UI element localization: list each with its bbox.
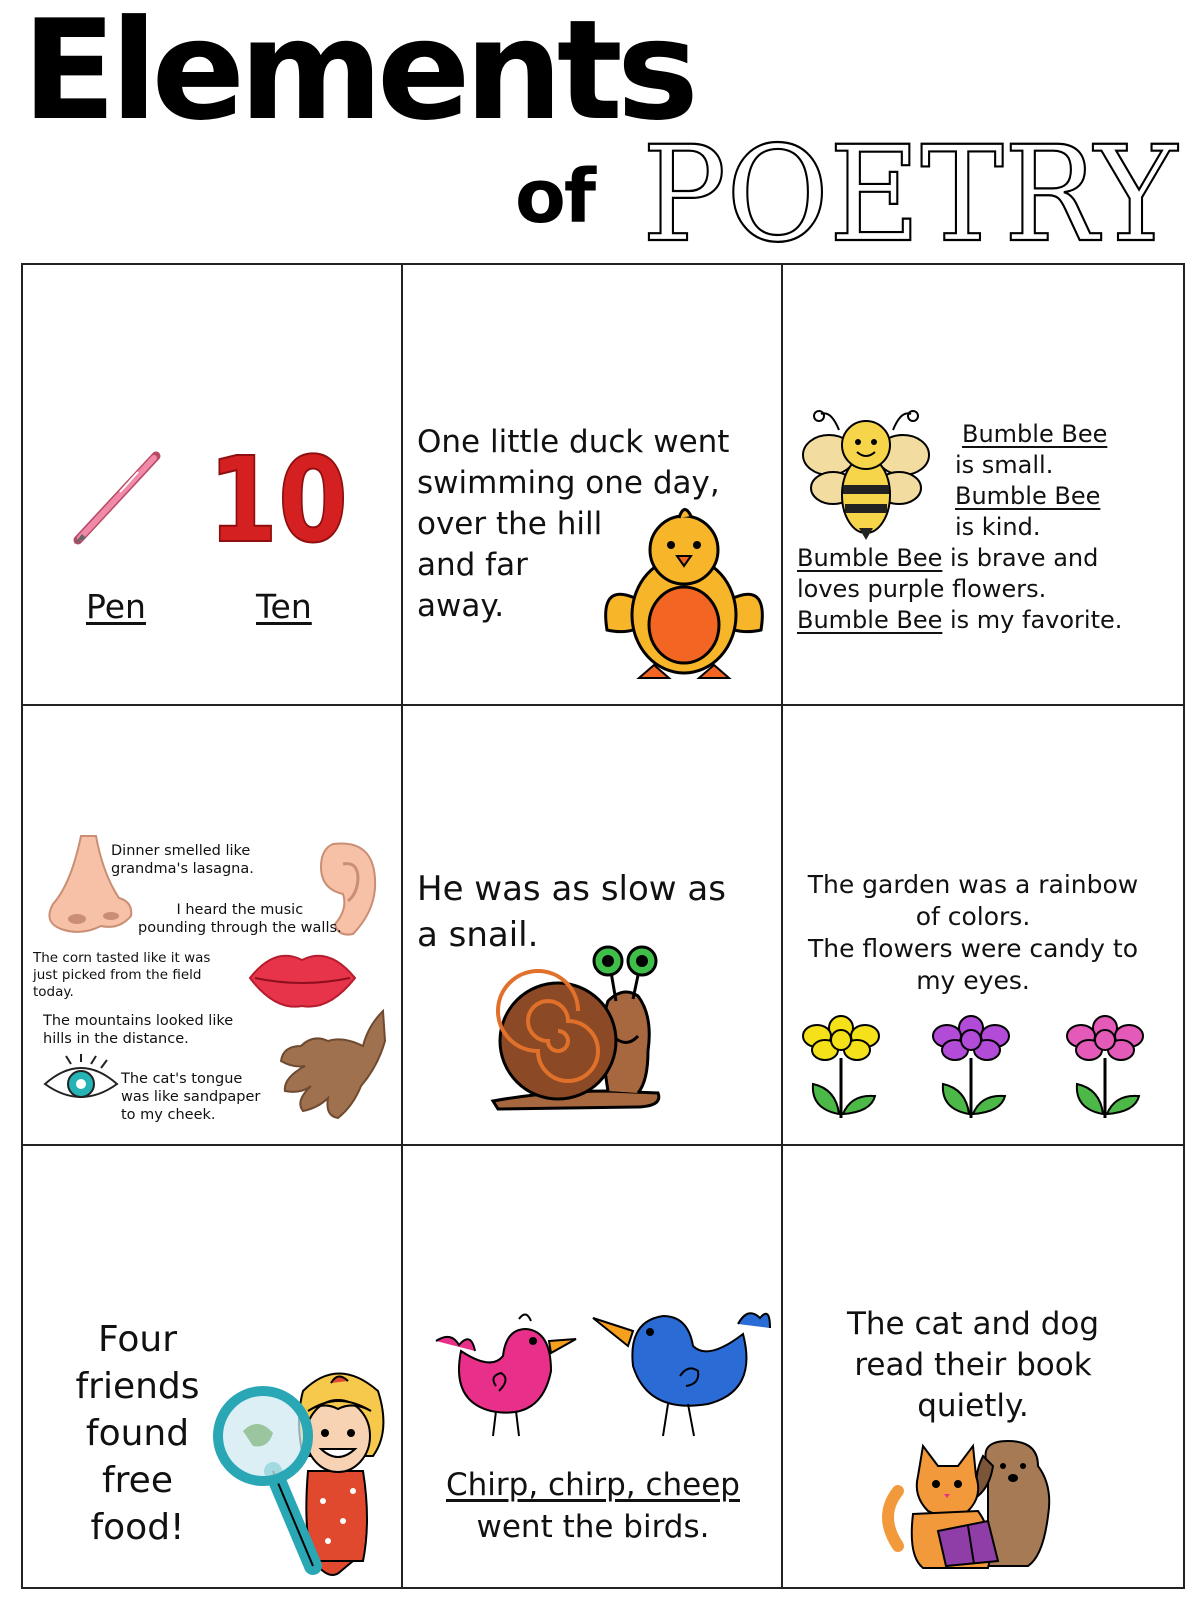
cell-repetition xyxy=(783,265,1183,706)
repetition-underlined: Bumble Bee xyxy=(955,482,1101,510)
repetition-poem xyxy=(797,419,1167,636)
repetition-underlined: Bumble Bee xyxy=(797,606,943,634)
alliteration-text xyxy=(65,1316,210,1551)
hand-icon xyxy=(273,1006,388,1126)
personification-line: The cat and dog xyxy=(846,1306,1100,1342)
rhythm-line: swimming one day, xyxy=(417,465,720,501)
imagery-smell xyxy=(111,842,254,878)
title-poetry xyxy=(642,118,1182,272)
imagery-smell-line: grandma's lasagna. xyxy=(111,861,254,877)
cell-rhythm xyxy=(403,265,783,706)
repetition-line xyxy=(797,512,1167,543)
imagery-touch-line: to my cheek. xyxy=(121,1107,216,1123)
simile-line: a snail. xyxy=(417,915,539,955)
girl-magnifier-icon xyxy=(213,1361,393,1581)
cell-personification xyxy=(783,1146,1183,1587)
repetition-text: is my favorite. xyxy=(942,606,1123,634)
repetition-underlined: Bumble Bee xyxy=(962,420,1108,448)
cell-metaphor xyxy=(783,706,1183,1146)
rhyme-word-ten: Ten xyxy=(256,587,312,626)
rhythm-line: One little duck went xyxy=(417,424,730,460)
imagery-hear xyxy=(138,901,342,937)
metaphor-line: my eyes. xyxy=(916,966,1030,995)
cell-alliteration xyxy=(23,1146,403,1587)
imagery-taste-line: today. xyxy=(33,984,74,1000)
repetition-line xyxy=(797,543,1167,574)
personification-line: quietly. xyxy=(917,1388,1029,1424)
metaphor-line: The garden was a rainbow xyxy=(807,870,1139,899)
imagery-taste-line: The corn tasted like it was xyxy=(33,950,211,966)
metaphor-line: of colors. xyxy=(915,902,1031,931)
bird-icon xyxy=(431,1311,581,1441)
lips-icon xyxy=(245,946,360,1011)
duck-icon xyxy=(599,500,769,685)
repetition-text: is kind. xyxy=(955,513,1041,541)
repetition-line xyxy=(797,605,1167,636)
rhythm-line: away. xyxy=(417,588,505,624)
repetition-underlined: Bumble Bee xyxy=(797,544,943,572)
imagery-touch-line: was like sandpaper xyxy=(121,1089,261,1105)
poetry-grid xyxy=(21,263,1185,1589)
snail-icon xyxy=(488,941,668,1111)
onomatopoeia-sound: Chirp, chirp, cheep xyxy=(446,1467,740,1503)
repetition-text: is brave and xyxy=(942,544,1099,572)
title-elements: Elements xyxy=(22,0,693,151)
repetition-text: is small. xyxy=(955,451,1054,479)
imagery-touch-line: The cat's tongue xyxy=(121,1071,243,1087)
flower-icon xyxy=(791,1014,891,1124)
alliteration-line: free xyxy=(102,1460,173,1501)
cell-imagery xyxy=(23,706,403,1146)
repetition-text: loves purple flowers. xyxy=(797,575,1047,603)
bird-icon xyxy=(588,1296,773,1441)
rhythm-line: over the hill xyxy=(417,506,603,542)
title-poetry-text: POETRY xyxy=(642,118,1179,272)
simile-line: He was as slow as xyxy=(417,869,726,909)
rhythm-line: and far xyxy=(417,547,528,583)
imagery-taste xyxy=(33,950,210,1001)
number-ten-text: 10 xyxy=(208,431,348,569)
cat-dog-icon xyxy=(878,1436,1073,1576)
title-of: of xyxy=(515,154,595,240)
imagery-touch xyxy=(121,1070,260,1124)
cell-simile xyxy=(403,706,783,1146)
alliteration-line: food! xyxy=(90,1507,185,1548)
onomatopoeia-line: went the birds. xyxy=(476,1509,710,1545)
alliteration-line: friends xyxy=(75,1366,200,1407)
imagery-hear-line: I heard the music xyxy=(176,902,304,918)
repetition-line xyxy=(797,481,1167,512)
eye-icon xyxy=(41,1056,121,1106)
personification-text xyxy=(783,1304,1163,1427)
onomatopoeia-text xyxy=(403,1464,783,1548)
repetition-line xyxy=(797,450,1167,481)
metaphor-line: The flowers were candy to xyxy=(807,934,1139,963)
imagery-smell-line: Dinner smelled like xyxy=(111,843,251,859)
imagery-sight xyxy=(43,1012,233,1048)
imagery-sight-line: hills in the distance. xyxy=(43,1031,189,1047)
imagery-taste-line: just picked from the field xyxy=(33,967,202,983)
flower-icon xyxy=(1055,1014,1155,1124)
metaphor-text xyxy=(783,869,1163,997)
pen-icon xyxy=(68,450,168,545)
number-ten-icon xyxy=(208,431,353,569)
repetition-line xyxy=(797,574,1167,605)
rhyme-word-pen: Pen xyxy=(86,587,146,626)
imagery-hear-line: pounding through the walls. xyxy=(138,920,342,936)
cell-rhyme xyxy=(23,265,403,706)
personification-line: read their book xyxy=(854,1347,1092,1383)
cell-onomatopoeia xyxy=(403,1146,783,1587)
imagery-sight-line: The mountains looked like xyxy=(43,1013,234,1029)
repetition-line xyxy=(797,419,1167,450)
flower-icon xyxy=(921,1014,1021,1124)
alliteration-line: found xyxy=(85,1413,190,1454)
alliteration-line: Four xyxy=(97,1319,178,1360)
